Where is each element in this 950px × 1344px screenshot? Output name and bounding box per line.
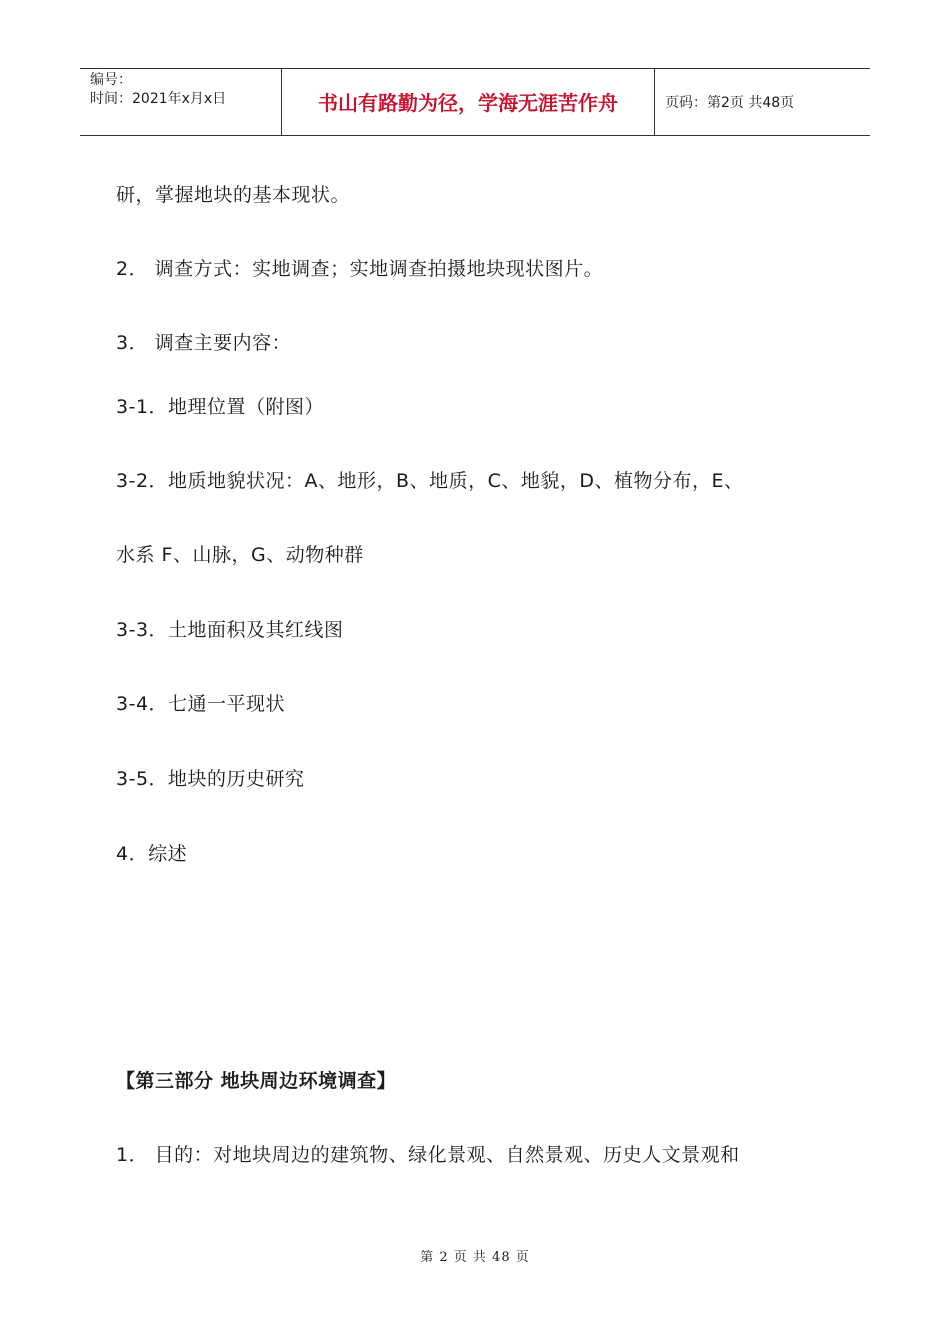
header-motto: 书山有路勤为径，学海无涯苦作舟 bbox=[282, 69, 655, 135]
body-line: 3-2．地质地貌状况：A、地形，B、地质，C、地貌，D、植物分布，E、 bbox=[116, 470, 744, 492]
body-line: 3． 调查主要内容： bbox=[116, 332, 292, 354]
body-line: 3-4．七通一平现状 bbox=[116, 693, 286, 715]
header-page-info: 页码：第2页 共48页 bbox=[665, 95, 795, 111]
page-header bbox=[80, 68, 870, 136]
body-line: 3-1．地理位置（附图） bbox=[116, 396, 325, 418]
page-footer: 第 2 页 共 48 页 bbox=[420, 1250, 530, 1265]
header-meta bbox=[80, 69, 282, 135]
header-date-label: 时间：2021年x月x日 bbox=[90, 91, 227, 107]
header-number-label: 编号： bbox=[90, 72, 132, 88]
body-line: 3-5．地块的历史研究 bbox=[116, 768, 305, 790]
body-line: 1． 目的：对地块周边的建筑物、绿化景观、自然景观、历史人文景观和 bbox=[116, 1144, 740, 1166]
body-line: 3-3．土地面积及其红线图 bbox=[116, 619, 344, 641]
body-line: 水系 F、山脉，G、动物种群 bbox=[116, 544, 364, 566]
body-line: 研，掌握地块的基本现状。 bbox=[116, 184, 351, 206]
section-heading: 【第三部分 地块周边环境调查】 bbox=[116, 1070, 397, 1092]
body-line: 4．综述 bbox=[116, 843, 188, 865]
body-line: 2． 调查方式：实地调查；实地调查拍摄地块现状图片。 bbox=[116, 258, 604, 280]
